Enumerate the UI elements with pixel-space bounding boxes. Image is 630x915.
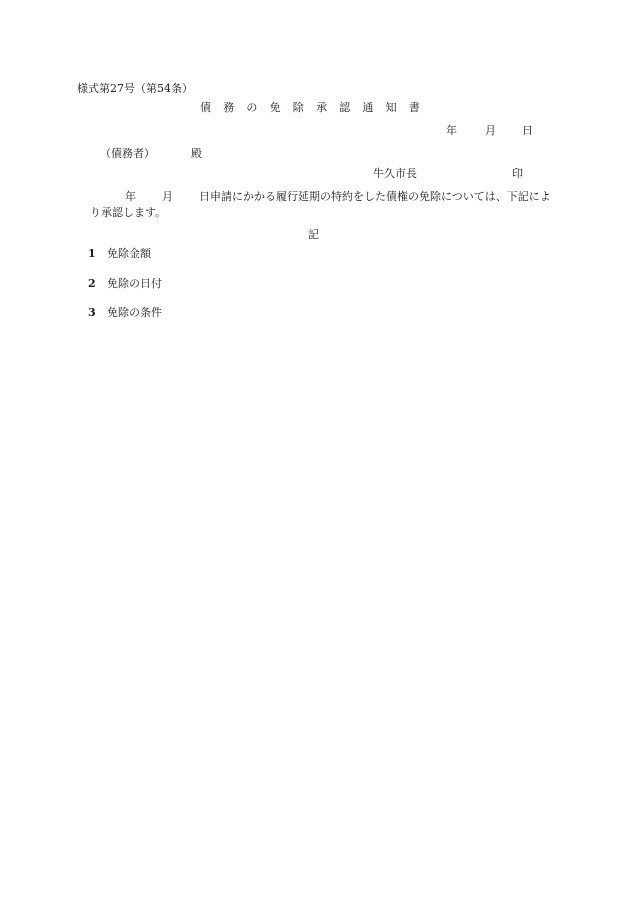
addressee-honorific: 殿	[191, 147, 202, 160]
issuer-seal: 印	[512, 167, 523, 180]
ki-heading: 記	[308, 228, 319, 241]
body-paragraph	[90, 189, 560, 221]
item-label: 免除の条件	[107, 306, 162, 319]
list-item	[88, 277, 162, 291]
list-item	[88, 306, 162, 320]
date-day-label: 日	[522, 124, 533, 137]
body-text: 日申請にかかる履行延期の特約をした債権の免除については、下記により承認します。	[90, 190, 551, 219]
body-year-label: 年	[125, 190, 136, 203]
addressee-label: （債務者）	[100, 147, 155, 160]
date-line	[446, 124, 533, 138]
date-month-label: 月	[485, 124, 496, 137]
list-item	[88, 247, 151, 261]
item-label: 免除の日付	[107, 277, 162, 290]
addressee-line	[100, 147, 202, 161]
issuer-line	[373, 167, 523, 181]
issuer-name: 牛久市長	[373, 167, 417, 180]
document-title: 債 務 の 免 除 承 認 通 知 書	[200, 101, 421, 114]
item-number: 2	[88, 277, 96, 290]
item-number: 3	[88, 306, 96, 319]
form-number: 様式第27号（第54条）	[77, 82, 193, 95]
item-label: 免除金額	[107, 247, 151, 260]
item-number: 1	[88, 247, 96, 260]
body-month-label: 月	[162, 190, 173, 203]
date-year-label: 年	[446, 124, 457, 137]
